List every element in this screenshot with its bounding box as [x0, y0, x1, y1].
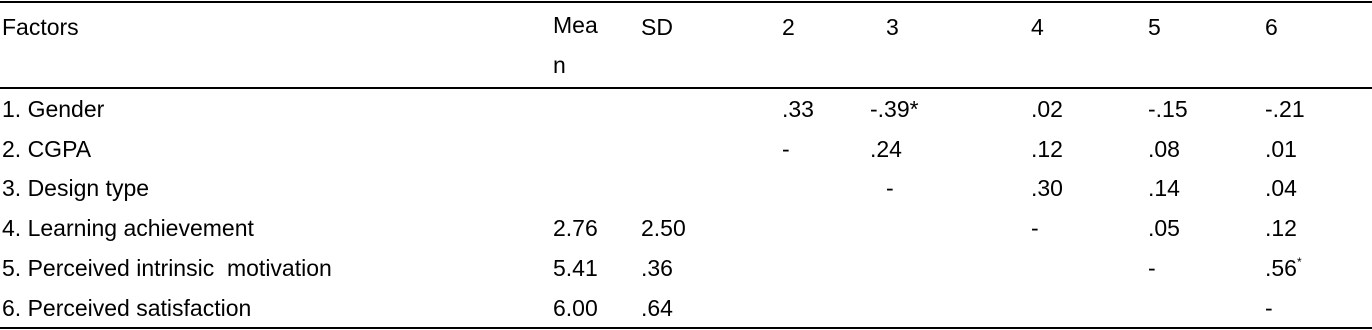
table-top-rule — [0, 1, 1372, 3]
row-2-factor: 2. CGPA — [2, 136, 92, 162]
row-1-col-5: -.15 — [1148, 96, 1188, 122]
header-sd: SD — [641, 14, 673, 40]
row-4-factor: 4. Learning achievement — [2, 215, 254, 241]
row-5-factor: 5. Perceived intrinsic motivation — [2, 255, 332, 281]
row-1-col-6: -.21 — [1265, 96, 1305, 122]
row-1-factor: 1. Gender — [2, 96, 105, 122]
table-bottom-rule — [0, 327, 1372, 329]
row-4-col-6: .12 — [1265, 215, 1297, 241]
header-col-3: 3 — [886, 14, 899, 40]
row-2-col-5: .08 — [1148, 136, 1180, 162]
row-1-col-2: .33 — [782, 96, 814, 122]
row-3-factor: 3. Design type — [2, 175, 150, 201]
row-5-mean: 5.41 — [553, 255, 598, 281]
row-6-mean: 6.00 — [553, 295, 598, 321]
row-3-col-4: .30 — [1031, 175, 1063, 201]
row-3-col-5: .14 — [1148, 175, 1180, 201]
row-2-col-2: - — [782, 136, 790, 162]
header-col-2: 2 — [782, 14, 795, 40]
row-6-sd: .64 — [641, 295, 673, 321]
row-4-col-4: - — [1031, 215, 1039, 241]
header-col-5: 5 — [1148, 14, 1161, 40]
header-col-4: 4 — [1031, 14, 1044, 40]
row-4-sd: 2.50 — [641, 215, 686, 241]
table-header-rule — [0, 87, 1372, 89]
significance-marker: * — [1296, 255, 1302, 269]
row-1-col-4: .02 — [1031, 96, 1063, 122]
row-5-sd: .36 — [641, 255, 673, 281]
row-2-col-4: .12 — [1031, 136, 1063, 162]
row-2-col-3: .24 — [870, 136, 902, 162]
row-5-col-6-value: .56 — [1265, 255, 1297, 281]
row-5-col-5: - — [1148, 255, 1156, 281]
row-5-col-6 — [1265, 250, 1302, 286]
header-factors: Factors — [2, 14, 79, 40]
row-3-col-6: .04 — [1265, 175, 1297, 201]
row-6-factor: 6. Perceived satisfaction — [2, 295, 252, 321]
row-3-col-3: - — [886, 175, 894, 201]
header-mean: Mean — [553, 12, 598, 78]
row-2-col-6: .01 — [1265, 136, 1297, 162]
row-4-mean: 2.76 — [553, 215, 598, 241]
row-1-col-3: -.39* — [870, 96, 919, 122]
row-4-col-5: .05 — [1148, 215, 1180, 241]
header-col-6: 6 — [1265, 14, 1278, 40]
row-6-col-6: - — [1265, 295, 1273, 321]
